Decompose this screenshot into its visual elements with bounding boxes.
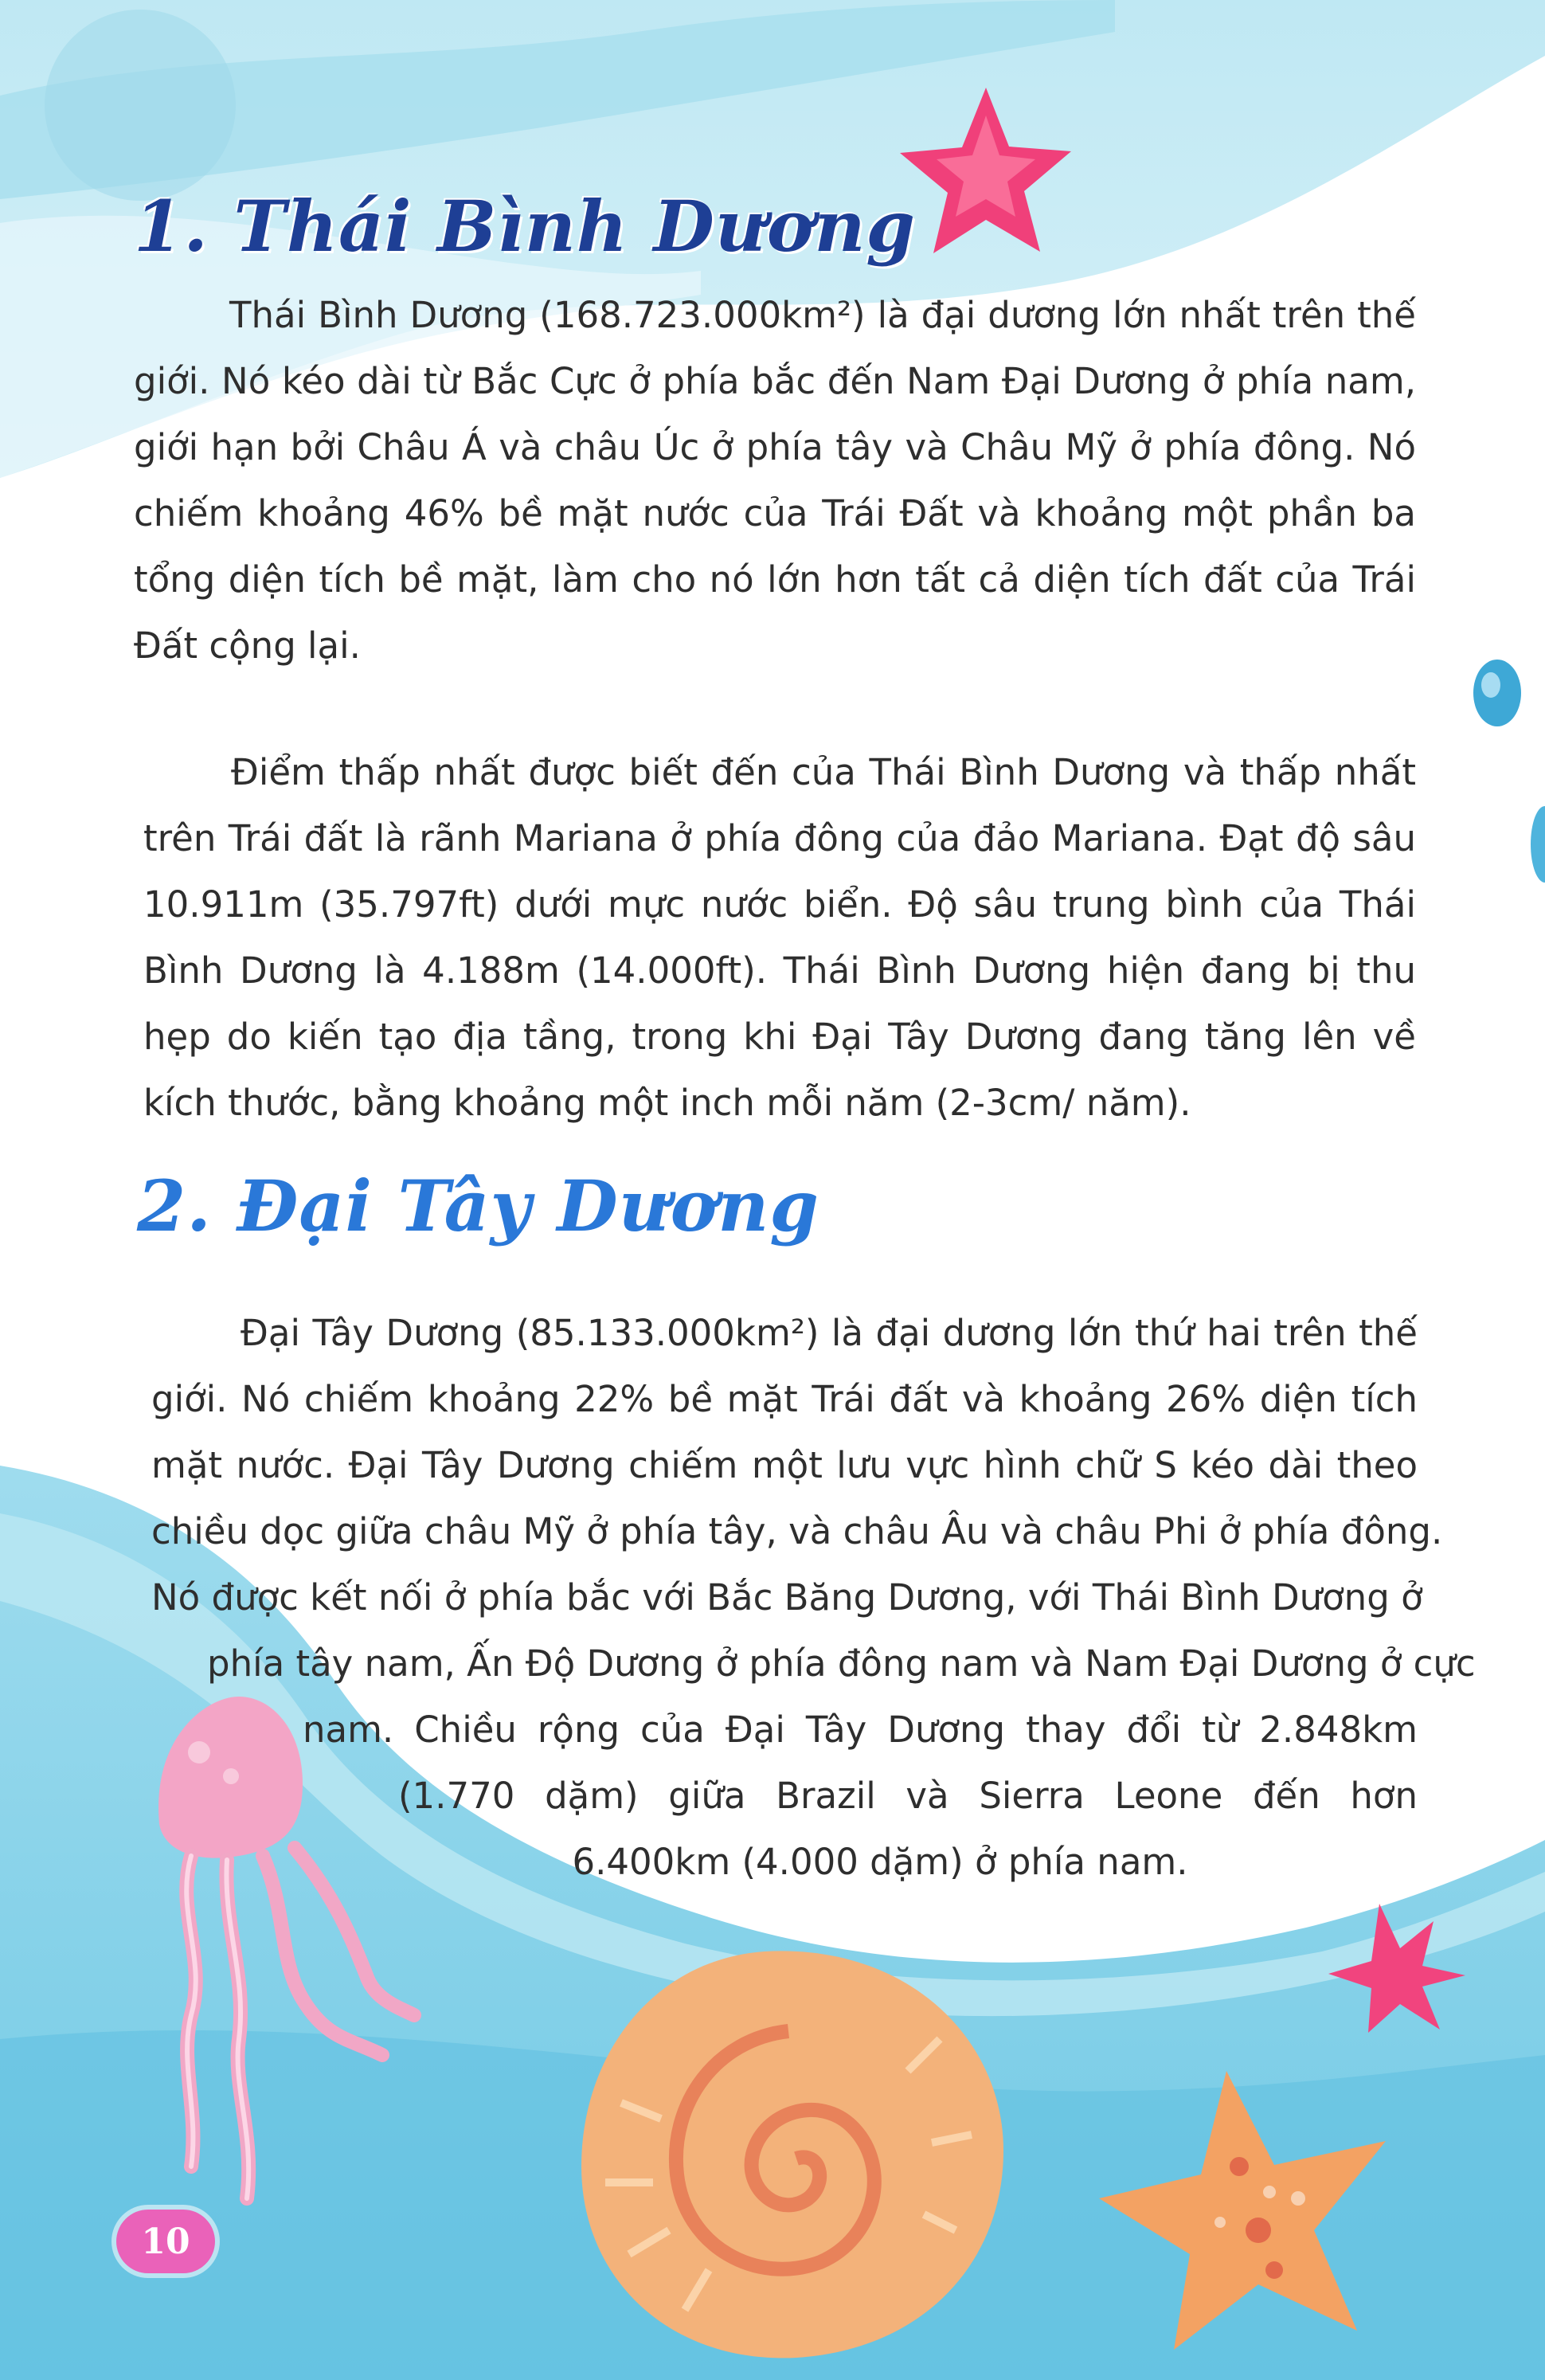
text-line: giới hạn bởi Châu Á và châu Úc ở phía tây và Châu Mỹ ở phía đông. Nó [134, 426, 1416, 468]
text-line: Đất cộng lại. [134, 624, 361, 667]
text-line: Đại Tây Dương (85.133.000km²) là đại dương lớn thứ hai trên thế [241, 1312, 1418, 1354]
section-2-paragraph-1 [151, 1300, 1476, 1895]
text-line: phía tây nam, Ấn Độ Dương ở phía đông nam và Nam Đại Dương ở cực [207, 1642, 1476, 1685]
text-line: Nó được kết nối ở phía bắc với Bắc Băng Dương, với Thái Bình Dương ở [151, 1576, 1423, 1619]
text-line: kích thước, bằng khoảng một inch mỗi năm (2-3cm/ năm). [143, 1082, 1191, 1124]
text-line: Thái Bình Dương (168.723.000km²) là đại dương lớn nhất trên thế [229, 294, 1416, 336]
section-2-heading: 2. Đại Tây Dương [137, 1165, 819, 1247]
text-line: giới. Nó kéo dài từ Bắc Cực ở phía bắc đến Nam Đại Dương ở phía nam, [134, 360, 1416, 402]
text-line: 6.400km (4.000 dặm) ở phía nam. [572, 1841, 1188, 1883]
page-number: 10 [116, 2210, 215, 2273]
bubble-edge [1531, 806, 1545, 883]
section-1-paragraph-1 [134, 282, 1416, 679]
seashell-icon [581, 1951, 1003, 2358]
text-line: trên Trái đất là rãnh Mariana ở phía đông của đảo Mariana. Đạt độ sâu [143, 817, 1416, 859]
text-line: tổng diện tích bề mặt, làm cho nó lớn hơn tất cả diện tích đất của Trái [134, 558, 1416, 601]
text-line: giới. Nó chiếm khoảng 22% bề mặt Trái đất và khoảng 26% diện tích [151, 1378, 1418, 1420]
text-line: Bình Dương là 4.188m (14.000ft). Thái Bình Dương hiện đang bị thu [143, 949, 1416, 992]
text-line: 10.911m (35.797ft) dưới mực nước biển. Độ sâu trung bình của Thái [143, 883, 1416, 926]
text-line: chiều dọc giữa châu Mỹ ở phía tây, và châu Âu và châu Phi ở phía đông. [151, 1510, 1443, 1552]
text-line: hẹp do kiến tạo địa tầng, trong khi Đại Tây Dương đang tăng lên về [143, 1016, 1416, 1058]
text-line: nam. Chiều rộng của Đại Tây Dương thay đổi từ 2.848km [303, 1709, 1418, 1751]
text-line: chiếm khoảng 46% bề mặt nước của Trái Đất và khoảng một phần ba [134, 492, 1416, 534]
text-line: mặt nước. Đại Tây Dương chiếm một lưu vực hình chữ S kéo dài theo [151, 1444, 1418, 1486]
section-1-paragraph-2 [143, 739, 1416, 1136]
text-line: Điểm thấp nhất được biết đến của Thái Bình Dương và thấp nhất [231, 751, 1416, 793]
section-1-heading: 1. Thái Bình Dương [134, 185, 916, 268]
bubble-right-highlight [1481, 672, 1500, 698]
bubble-top-left [45, 10, 236, 201]
text-line: (1.770 dặm) giữa Brazil và Sierra Leone đến hơn [398, 1775, 1418, 1817]
